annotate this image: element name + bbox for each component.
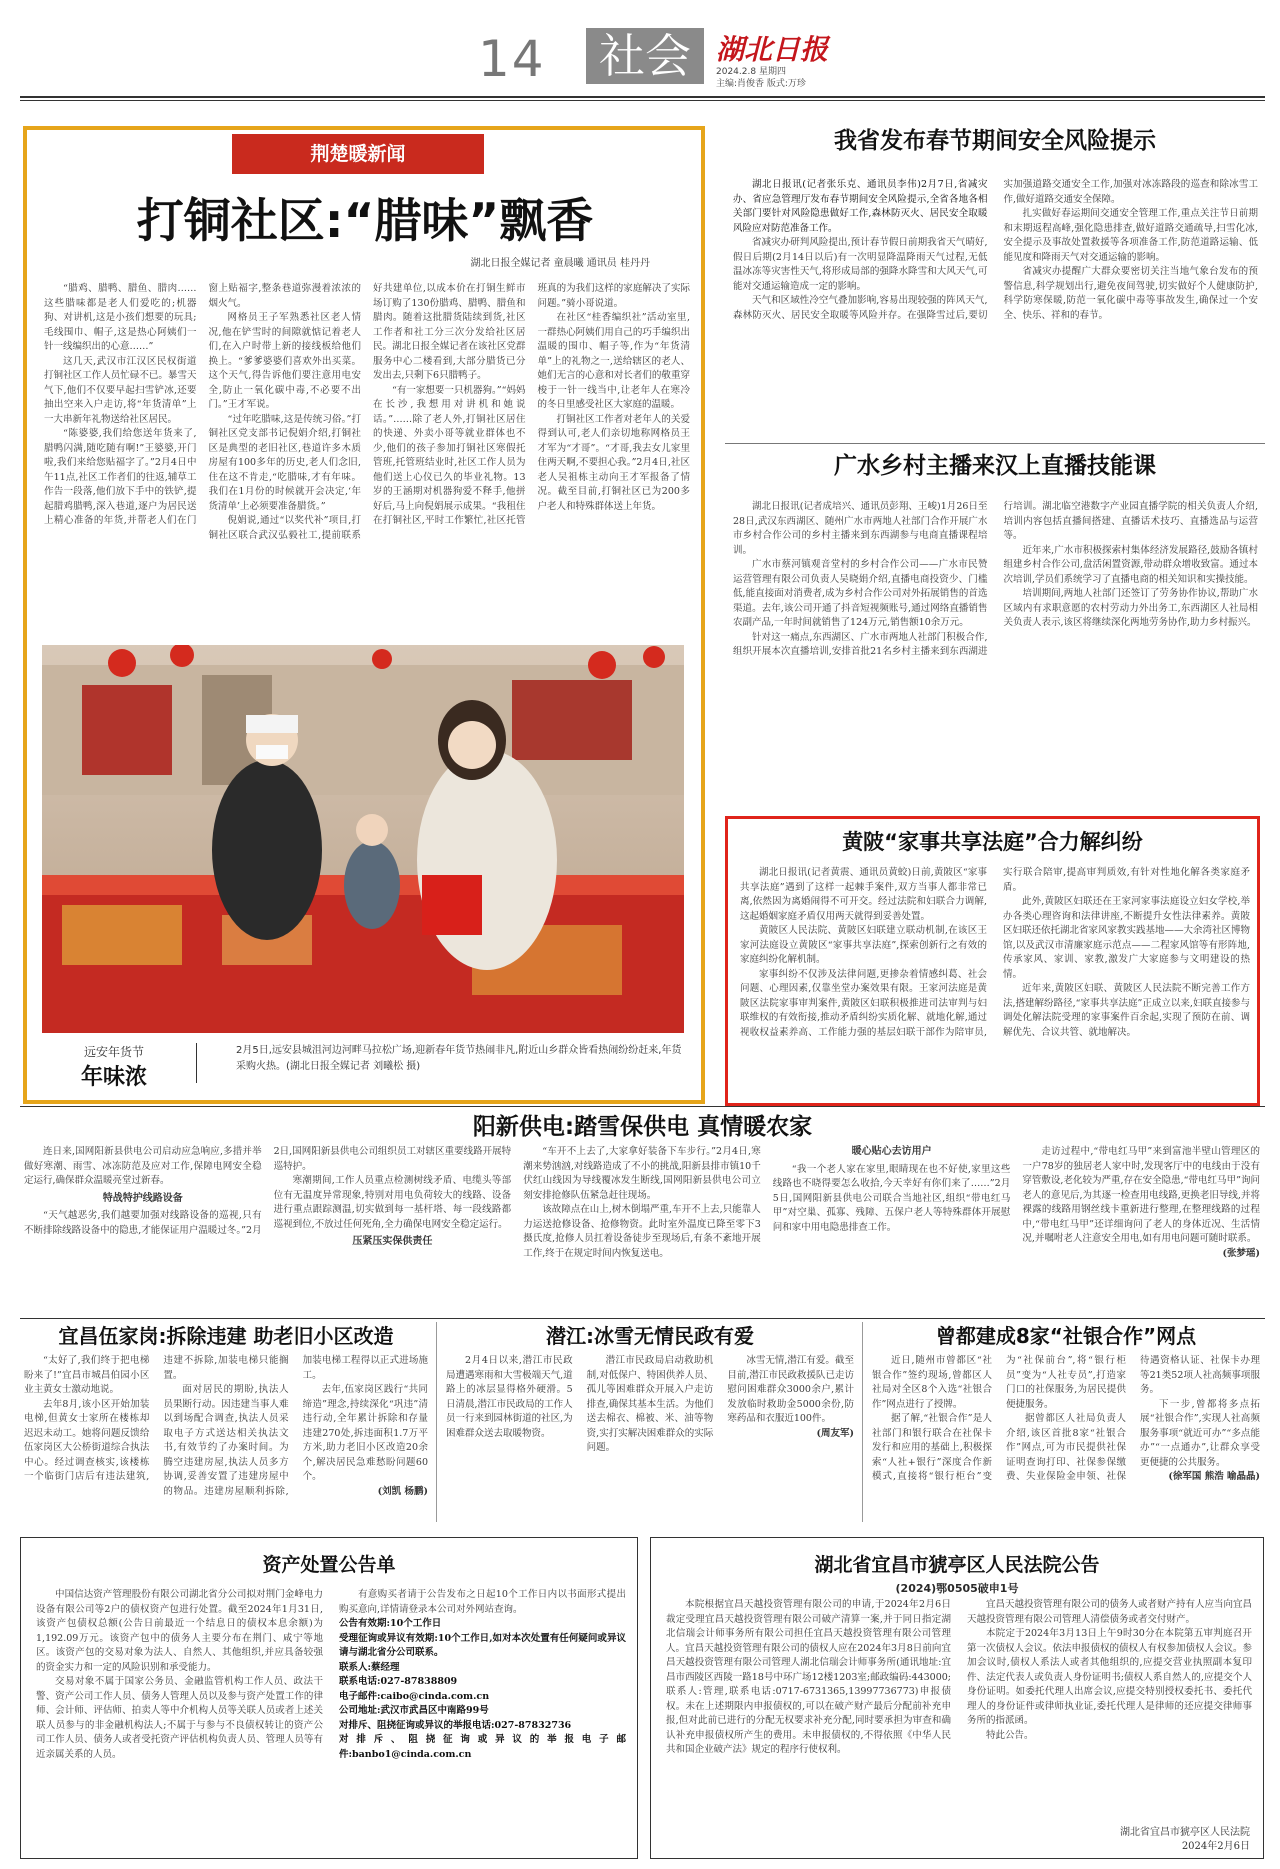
paragraph: 针对这一痛点,东西湖区、广水市两地人社部门积极合作,组织开展本次直播培训,安排首批21名乡村主播来到东西湖进行培训。湖北临空港数字产业园直播学院的相关负责人介绍,培训内容包括直播间搭建、直播话术技巧、直播选品与运营等。 (733, 501, 1258, 657)
paragraph: 天气和区域性冷空气叠加影响,容易出现较强的阵风天气,森林防灭火、居民安全取暖等风险并存。在强降雪过后,要切实加强道路交通安全工作,加强对冰冻路段的巡查和除冰雪工作,做好道路交通安全保障。 (733, 179, 1258, 321)
article-body (446, 1354, 854, 1516)
subheading: 特战特护线路设备 (102, 1192, 183, 1204)
paragraph: 潜江市民政局启动救助机制,对低保户、特困供养人员、孤儿等困难群众开展入户走访排查,确保其基本生活。为他们送去棉衣、棉被、米、油等物资,实打实解决困难群众的实际问题。 (586, 1355, 714, 1453)
caption-tag-small: 远安年货节 (83, 1045, 144, 1059)
editor-credit: 主编:肖俊香 版式:万珍 (716, 79, 806, 89)
notice-line: 对排斥、阻挠征询或异议的举报电话:027-87832736 (339, 1719, 572, 1731)
paragraph: 下一步,曾都将多点拓展“社银合作”,实现人社高频服务事项“就近可办”“多点能办”“一点通办”,让群众享受更便捷的公共服务。 (1140, 1398, 1260, 1468)
paragraph: 去年8月,该小区开始加装电梯,但黄女士家所在楼栋却迟迟未动工。她将问题反馈给伍家岗区大公桥街道综合执法中心。经过调查核实,该楼栋一个临街门店后有违法建筑,违建不拆除,加装电梯只能搁置。 (24, 1355, 289, 1482)
page-number: 14 (478, 30, 546, 88)
notice-line: 电子邮件:caibo@cinda.com.cn (339, 1690, 490, 1702)
notice-line: 受理征询或异议有效期:10个工作日,如对本次处置有任何疑问或异议请与湖北省分公司联系。 (339, 1632, 626, 1658)
paragraph: 冰雪无情,潜江有爱。截至目前,潜江市民政救援队已走访慰问困难群众3000余户,累计发放临时救助金5000余份,防寒药品和衣服近100件。 (727, 1355, 854, 1424)
paragraph: 去年,伍家岗区践行“共同缔造”理念,持续深化“巩违”清违行动,全年累计拆除和存量违建270处,拆违面积1.7万平方米,助力老旧小区改造20余个,解决居民急难愁盼问题60个。 (302, 1384, 428, 1482)
paragraph: “有一家想要一只机器狗。”“妈妈在长沙,我想用对讲机和她说话。”……除了老人外,打铜社区居住的快递、外卖小哥等就业群体也不少,他们的孩子参加打铜社区寒假托管班,托管班结业时,社区工作人员为他们送上心仪已久的毕业礼物。13岁的王涵期对机器狗爱不释手,他拼好后,马上向倪娟展示成果。“我租住在打铜社区,平时工作繁忙,社区托管班真的为我们这样的家庭解决了实际问题。”骑小哥说道。 (373, 283, 690, 526)
paragraph: “过年吃腊味,这是传统习俗。”打铜社区党支部书记倪娟介绍,打铜社区是典型的老旧社区,巷道许多木质房屋有100多年的历史,老人们念旧,住在这不肯走,“吃腊味,才有年味。我们在1月份的时候就开会决定,‘年货清单’上必须要准备腊货。” (208, 413, 361, 512)
paragraph: 打铜社区工作者对老年人的关爱得到认可,老人们亲切地称网格员王才军为“才哥”。“才哥,我去女儿家里住两天啊,不要担心我。”2月4日,社区老人吴祖栋主动向王才军报备了情况。截至目前,打铜社区已为200多户老人和特殊群体送上年货。 (537, 413, 690, 512)
paragraph: “腊鸡、腊鸭、腊鱼、腊肉……这些腊味都是老人们爱吃的;机器狗、对讲机,这是小孩们想要的玩具;毛线围巾、帽子,这是热心阿姨们一针一线编织出的心意……” (44, 283, 197, 352)
photo-caption-tag (44, 1043, 184, 1091)
feature-body (44, 282, 690, 634)
paragraph: 培训期间,两地人社部门还签订了劳务协作协议,帮助广水区域内有求职意愿的农村劳动力外出务工,东西湖区人社局相关负责人表示,该区将继续深化两地劳务协作,助力乡村振兴。 (1003, 588, 1258, 628)
notice-body (36, 1588, 626, 1852)
paragraph: 本院定于2024年3月13日上午9时30分在本院第五审判庭召开第一次债权人会议。依法申报债权的债权人有权参加债权人会议。参加会议时,债权人系法人或者其他组织的,应提交营业执照副本复印件、法定代表人或负责人身份证明书;债权人系自然人的,应提交个人身份证明。如委托代理人出席会议,应提交特别授权委托书、委托代理人的身份证件或律师执业证,委托代理人是律师的还应提交律师事务所的指派函。 (967, 1628, 1252, 1726)
notice-line: 对排斥、阻挠征询或异议的举报电子邮件:banbo1@cinda.com.cn (339, 1734, 626, 1760)
article-body (733, 500, 1258, 806)
paragraph: 面对居民的期盼,执法人员果断行动。因违建当事人难以到场配合调查,执法人员采取电子方式送达相关执法文书,有效节约了办案时间。为腾空违建房屋,执法人员多方协调,妥善安置了违建房屋中的物品。违建房屋顺利拆除,加装电梯工程得以正式进场施工。 (163, 1355, 428, 1497)
paragraph: 在社区“桂香编织社”活动室里,一群热心阿姨们用自己的巧手编织出温暖的围巾、帽子等,作为“年货清单”上的礼物之一,送给辖区的老人、她们无言的心意和对长者们的敬重穿梭于一针一线当中,让老年人在寒冷的冬日里感受社区大家庭的温暖。 (537, 312, 690, 410)
column-divider (862, 1322, 863, 1522)
subheading: 压紧压实保供责任 (352, 1236, 433, 1247)
divider (725, 443, 1265, 444)
notice-line: 联系人:蔡经理 (339, 1661, 400, 1673)
issue-date: 2024.2.8 星期四 (716, 67, 786, 77)
paragraph: 网格员王子军熟悉社区老人情况,他在铲雪时的间隙就惦记着老人们,在入户时带上新的接线板给他们换上。“爹爹婆婆们喜欢外出买菜。这个天气,得告诉他们要注意用电安全,防止一氧化碳中毒,不必要不出门。”王才军说。 (208, 312, 361, 410)
feature-byline: 湖北日报全媒记者 童晨曦 通讯员 桂丹丹 (470, 258, 650, 269)
paragraph: 据了解,“社银合作”是人社部门和银行联合在社保卡发行和应用的基础上,积极探索“人社+银行”深度合作新模式,直接将“银行柜台”变为“社保前台”,将“银行柜员”变为“人社专员”,打造家门口的社保服务,为居民提供便捷服务。 (872, 1355, 1126, 1482)
paragraph: 扎实做好春运期间交通安全管理工作,重点关注节日前期和末期返程高峰,强化隐患排查,做好道路交通疏导,扫雪化冰,安全提示及事故处置救援等各项准备工作,防范道路运输、低能见度和降雨天气对交通运输的影响。 (1003, 208, 1258, 263)
notice-line: 公司地址:武汉市武昌区中南路99号 (339, 1705, 489, 1716)
notice-title: 湖北省宜昌市猇亭区人民法院公告 (814, 1554, 1100, 1576)
header-rule (20, 96, 1265, 98)
article-body (24, 1145, 1260, 1315)
article-body (733, 178, 1258, 440)
article-headline: 广水乡村主播来汉上直播技能课 (834, 453, 1156, 479)
paragraph: “车开不上去了,大家拿好装备下车步行。”2月4日,寒潮来势汹汹,对线路造成了不小的挑战,阳新县排市镇10千伏红山线因为导线覆冰发生断线,国网阳新县供电公司立刻安排抢修队伍紧急赶往现场。 (523, 1146, 761, 1201)
paragraph: “天气越恶劣,我们越要加强对线路设备的巡视,只有不断排除线路设备中的隐患,才能保证用户温暖过冬。”2月2日,国网阳新县供电公司组织员工对辖区重要线路开展特巡特护。 (24, 1146, 512, 1236)
article-body (740, 866, 1250, 1098)
paragraph: 倪娟说,通过“以奖代补”项目,打铜社区联合武汉弘毅社工,提前联系好共建单位,以成本价在打铜生鲜市场订购了130份腊鸡、腊鸭、腊鱼和腊肉。随着这批腊货陆续到货,社区工作者和社工分三次分发给社区居民。湖北日报全媒记者在该社区党群服务中心二楼看到,大部分腊货已分发出去,只剩下6只腊鸭子。 (208, 283, 526, 541)
paragraph: 此外,黄陂区妇联还在王家河家事法庭设立妇女学校,举办各类心理咨询和法律讲座,不断提升女性法律素养。黄陂区妇联还依托湖北省家风家教实践基地——大余湾社区博物馆,以及武汉市清廉家庭示范点——二程家风馆等有形阵地,传承家风、家训、家教,激发广大家庭参与文明建设的热情。 (1003, 896, 1250, 980)
article-headline: 曾都建成8家“社银合作”网点 (935, 1324, 1197, 1348)
article-headline: 潜江:冰雪无情民政有爱 (546, 1324, 754, 1348)
column-badge: 荆楚暖新闻 (232, 134, 484, 174)
header-rule-thin (20, 100, 1265, 101)
subheading: 暖心贴心去访用户 (851, 1146, 932, 1157)
caption-divider (196, 1043, 197, 1083)
market-scene-illustration (42, 645, 684, 1033)
author-credit: (徐军国 熊浩 喻晶晶) (1168, 1471, 1260, 1482)
feature-headline: 打铜社区:“腊味”飘香 (136, 194, 594, 249)
author-credit: (张梦瑶) (1222, 1247, 1260, 1259)
paragraph: 2月4日以来,潜江市民政局遭遇寒雨和大雪极端天气,道路上的冰层显得格外硬滑。5日清晨,潜江市民政局的工作人员一行来到园林街道的社区,为困难群众送去取暖物资。 (446, 1355, 573, 1439)
paragraph: 中国信达资产管理股份有限公司湖北省分公司拟对荆门金峰电力设备有限公司等2户的债权资产包进行处置。截至2024年1月31日,该资产包债权总额(公告日前最近一个结息日的债权本息余额)为1,192.09万元。该资产包中的债务人主要分布在荆门、咸宁等地区。该资产包的交易对象为法人、自然人、其他组织,并应具备较强的资金实力和一定的风险识别和承受能力。 (36, 1589, 323, 1673)
divider (20, 1318, 1265, 1319)
notice-body (666, 1598, 1252, 1816)
author-credit: (周友军) (816, 1427, 854, 1439)
column-divider (436, 1322, 437, 1522)
section-label: 社会 (586, 28, 704, 84)
paragraph: 连日来,国网阳新县供电公司启动应急响应,多措并举做好寒潮、雨雪、冰冻防范及应对工作,保障电网安全稳定运行,确保群众温暖亮堂过新春。 (24, 1146, 262, 1186)
paragraph: 近年来,广水市积极探索村集体经济发展路径,鼓励各镇村组建乡村合作公司,盘活闲置资源,带动群众增收致富。通过本次培训,学员们系统学习了直播电商的相关知识和实操技能。 (1003, 544, 1258, 585)
paragraph: 省减灾办提醒广大群众要密切关注当地气象台发布的预警信息,科学规划出行,避免夜间驾驶,切实做好个人健康防护,科学防寒保暖,防范一氧化碳中毒等事故发生,确保过一个安全、快乐、祥和的春节。 (1003, 266, 1258, 321)
paragraph: 寒潮期间,工作人员重点检测树线矛盾、电缆头等部位有无温度异常现象,特别对用电负荷较大的线路、设备进行重点跟踪测温,切实做到每一基杆塔、每一段线路都巡视到位,不放过任何死角,全力确保电网安全稳定运行。 (273, 1175, 512, 1230)
paragraph: 家事纠纷不仅涉及法律问题,更掺杂着情感纠葛、社会问题、心理因素,仅靠坐堂办案效果有限。王家河法庭是黄陂区法院家事审判案件,黄陂区妇联积极推进司法审判与妇联维权的有效衔接,推动矛盾纠纷实质化解、就地化解,通过视收权益素养高、工作能力强的基层妇联干部作为陪审员,实行联合陪审,提高审判质效,有针对性地化解各类家庭矛盾。 (740, 867, 1250, 1038)
paragraph: 湖北日报讯(记者黄震、通讯员黄蛟)日前,黄陂区“家事共享法庭”遇到了这样一起棘手案件,双方当事人都非常已离,依然因为离婚闹得不可开交。经过法院和妇联合力调解,这起婚姻家庭矛盾仅用两天就得到妥善处置。 (740, 867, 987, 922)
article-body (872, 1354, 1260, 1516)
paragraph: 黄陂区人民法院、黄陂区妇联建立联动机制,在该区王家河法庭设立黄陂区“家事共享法庭”,探索创新行之有效的家庭纠纷化解机制。 (740, 925, 987, 965)
photo-caption: 2月5日,远安县城沮河边河畔马拉松广场,迎新春年货节热闹非凡,附近山乡群众皆看热闹纷纷赶来,年货采购火热。(湖北日报全媒记者 刘曦松 摄) (236, 1045, 682, 1072)
paragraph: 湖北日报讯(记者成培兴、通讯员彭翔、王峻)1月26日至28日,武汉东西湖区、随州广水市两地人社部门合作开展广水市乡村合作公司的乡村主播来到东西湖参与电商直播课程培训。 (733, 501, 988, 556)
paragraph: “太好了,我们终于把电梯盼来了!”宜昌市城昌伯园小区业主黄女士激动地说。 (24, 1355, 150, 1395)
article-headline: 宜昌伍家岗:拆除违建 助老旧小区改造 (58, 1324, 394, 1348)
caption-tag-big: 年味浓 (80, 1065, 147, 1090)
paragraph: 交易对象不属于国家公务员、金融监管机构工作人员、政法干警、资产公司工作人员、债务人管理人员以及参与资产处置工作的律师、会计师、评估师、拍卖人等中介机构人员等关联人员或者上述关联人员参与的非金融机构法人;不属于与参与不良债权转让的资产公司工作人员、债务人或者受托资产评估机构负责人员、管理人员等有近亲属关系的人员。 (36, 1676, 323, 1760)
article-headline: 阳新供电:踏雪保供电 真情暖农家 (472, 1114, 813, 1140)
article-headline: 我省发布春节期间安全风险提示 (834, 128, 1156, 154)
paragraph: 近日,随州市曾都区“社银合作”签约现场,曾都区人社局对全区8个入选“社银合作”网点进行了授牌。 (872, 1355, 992, 1410)
paragraph: 广水市蔡河镇观音堂村的乡村合作公司——广水市民赞运营管理有限公司负责人吴晓娟介绍,直播电商投资少、门槛低,能直接面对消费者,成为乡村合作公司对外拓展销售的首选渠道。去年,该公司开通了抖音短视频账号,通过网络直播销售农副产品,一年时间就销售了124万元,销售额10余万元。 (733, 559, 988, 628)
paragraph: 湖北日报讯(记者张乐克、通讯员李伟)2月7日,省减灾办、省应急管理厅发布春节期间安全风险提示,全省各地各相关部门要针对风险隐患做好工作,森林防灭火、居民安全取暖风险应对防范准备工作。 (733, 179, 988, 234)
paragraph: “我一个老人家在家里,眼睛现在也不好使,家里这些线路也不晓得要怎么收拾,今天幸好有你们来了……”2月5日,国网阳新县供电公司联合当地社区,组织“带电红马甲”对空巢、孤寡、残障、五保户老人等特殊群体开展慰问和家中用电隐患排查工作。 (772, 1163, 1011, 1233)
news-photo (42, 645, 684, 1033)
article-body (24, 1354, 428, 1516)
paragraph: 有意购买者请于公告发布之日起10个工作日内以书面形式提出购买意向,详情请登录本公司对外网站查询。 (339, 1589, 626, 1615)
notice-title: 资产处置公告单 (262, 1554, 396, 1576)
masthead-logo: 湖北日报 (716, 33, 829, 66)
case-number: (2024)鄂0505破申1号 (895, 1582, 1019, 1595)
paragraph: 省减灾办研判风险提出,预计春节假日前期我省天气晴好,假日后期(2月14日以后)有一次明显降温降雨天气过程,无低温冰冻等灾害性天气,将形成局部的强降水降雪和大风天气,可能对交通运输造成一定的影响。 (733, 237, 988, 292)
signature-date: 2024年2月6日 (1181, 1841, 1250, 1852)
signature-court: 湖北省宜昌市猇亭区人民法院 (1120, 1827, 1250, 1838)
article-headline: 黄陂“家事共享法庭”合力解纠纷 (842, 830, 1143, 854)
notice-line: 公告有效期:10个工作日 (339, 1618, 442, 1629)
paragraph: 近年来,黄陂区妇联、黄陂区人民法院不断完善工作方法,搭建解纷路径,“家事共享法庭”正成立以来,妇联直接参与调处化解法院受理的家事案件百余起,实现了预防在前、调解优先、合议共管、就地解决。 (1003, 983, 1250, 1038)
paragraph: 该故障点在山上,树木倒塌严重,车开不上去,只能靠人力运送抢修设备、抢修物资。此时室外温度已降至零下3摄氏度,抢修人员扛着设备徒步至现场后,有条不紊地开展工作,终于在规定时间内恢复送电。 (523, 1204, 761, 1259)
paragraph: 走访过程中,“带电红马甲”来到富池半壁山管理区的一户78岁的独居老人家中时,发现客厅中的电线由于没有穿管敷设,老化较为严重,存在安全隐患,“带电红马甲”询问老人的意见后,为其逐一检查用电线路,更换老旧导线,并将裸露的线路用钢丝线卡重新进行整理,在整理线路的过程中,“带电红马甲”还详细询问了老人的身体近况、生活情况,并嘱咐老人注意安全用电,如有用电问题可随时联系。 (1022, 1146, 1260, 1244)
paragraph: “陈婆婆,我们给您送年货来了,腊鸭闪满,随吃随有啊!”王婆婆,开门啦,我们来给您贴福字了。”2月4日中午11点,社区工作者们的往返,辅草工作告一段落,他们放下手中的铁铲,提起腊鸡腊鸭,深入巷道,逐户为居民送上精心准备的年货,并帮老人们在门窗上贴福字,整条巷道弥漫着浓浓的烟火气。 (44, 283, 361, 526)
notice-signature (950, 1826, 1250, 1854)
author-credit: (刘凯 杨鹏) (377, 1485, 428, 1497)
paragraph: 这几天,武汉市江汉区民权街道打铜社区工作人员忙碌不已。暴雪天气下,他们不仅要早起扫雪铲冰,还要抽出空来入户走访,将“年货清单”上一大串新年礼物送给社区居民。 (44, 355, 197, 425)
divider (20, 1106, 1265, 1107)
paragraph: 特此公告。 (986, 1729, 1034, 1741)
paragraph: 据曾都区人社局负责人介绍,该区首批8家“社银合作”网点,可为市民提供社保证明查询打印、社保参保缴费、失业保险金申领、社保待遇资格认证、社保卡办理等21类52项人社高频事项服务。 (1006, 1355, 1260, 1482)
notice-line: 联系电话:027-87838809 (339, 1676, 458, 1687)
paragraph: 宜昌天越投资管理有限公司的债务人或者财产持有人应当向宜昌天越投资管理有限公司管理人清偿债务或者交付财产。 (967, 1599, 1252, 1625)
paragraph: 本院根据宜昌天越投资管理有限公司的申请,于2024年2月6日裁定受理宜昌天越投资管理有限公司破产清算一案,并于同日指定湖北信瑞会计师事务所有限公司担任宜昌天越投资管理有限公司管理人。宜昌天越投资管理有限公司的债权人应在2024年3月8日前向宜昌天越投资管理有限公司管理人湖北信瑞会计师事务所(通讯地址:宜昌市西陵区西陵一路18号中环广场12楼1203室;邮政编码:443000;联系人:管理,联系电话:0717-6731365,13997736773)申报债权。未在上述期限内申报债权的,可以在破产财产最后分配前补充申报,但对此前已进行的分配无权要求补充分配,同时要承担为审查和确认补充申报债权所产生的费用。未申报债权的,不得依照《中华人民共和国企业破产法》规定的程序行使权利。 (666, 1599, 951, 1755)
